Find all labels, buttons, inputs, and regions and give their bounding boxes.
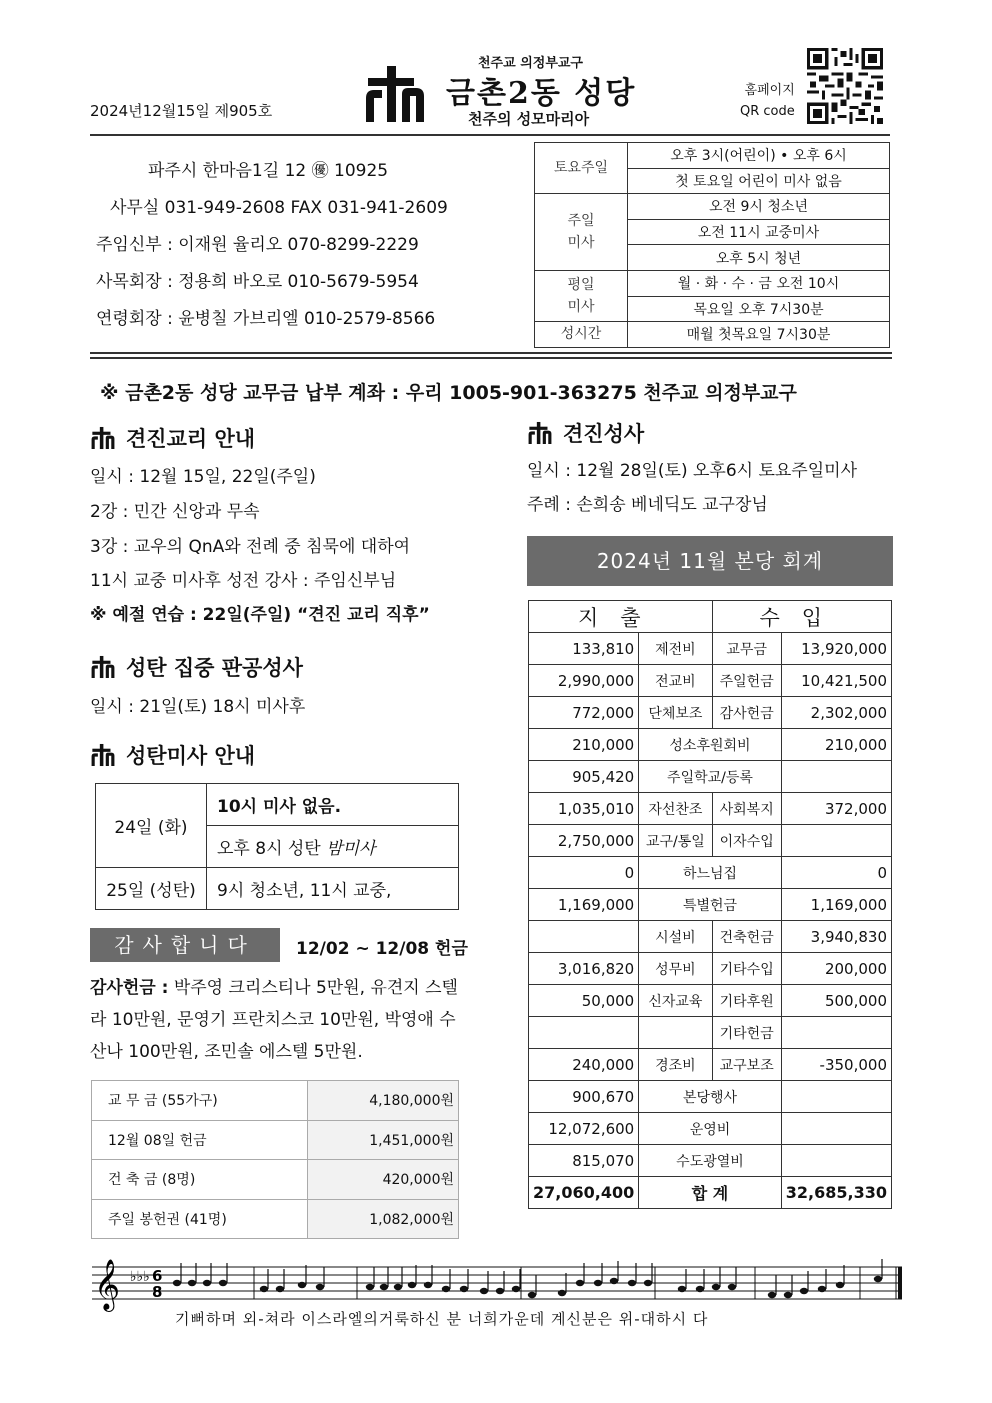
pastor-contact: 주임신부 : 이재원 율리오 070-8299-2229: [96, 235, 419, 255]
homepage-label: 홈페이지 QR code: [740, 83, 795, 119]
note-head: [219, 1280, 227, 1286]
total-row: 27,060,400 합 계 32,685,330: [529, 1177, 892, 1209]
note-head: [496, 1288, 504, 1294]
sun-mass-time: 오전 11시 교중미사: [628, 219, 890, 245]
table-row: 50,000 신자교육 기타후원 500,000: [529, 985, 892, 1017]
confirm-class-heading: [90, 423, 255, 453]
section-title: 성탄 집중 판공성사: [126, 656, 303, 680]
note-head: [644, 1280, 652, 1286]
confirmation-celebrant: 주례 : 손희송 베네딕도 교구장님: [527, 495, 768, 515]
weekday-mass-time: 월 · 화 · 수 · 금 오전 10시: [628, 270, 890, 296]
xmas-eve-date: 24일 (화): [96, 784, 207, 868]
note-head: [818, 1286, 826, 1292]
mass-schedule-table: [534, 142, 890, 348]
thanks-period: 12/02 ~ 12/08 헌금: [296, 939, 468, 959]
note-head: [424, 1282, 432, 1288]
confirm-class-place: 11시 교중 미사후 성전 강사 : 주임신부님: [90, 571, 397, 591]
office-phone: 사무실 031-949-2608 FAX 031-941-2609: [110, 198, 448, 218]
note-head: [784, 1292, 792, 1298]
council-president-contact: 사목회장 : 정용희 바오로 010-5679-5954: [96, 272, 419, 292]
table-row: 210,000 성소후원회비 210,000: [529, 729, 892, 761]
note-head: [394, 1284, 402, 1290]
diocese-name: 천주교 의정부교구: [478, 56, 583, 71]
confirmation-heading: [527, 418, 644, 448]
table-row: 시설비 건축헌금 3,940,830: [529, 921, 892, 953]
thanks-banner: 감사합니다: [90, 928, 280, 962]
church-logo-icon: [362, 64, 428, 124]
contact-info: [96, 158, 516, 343]
note-head: [203, 1280, 211, 1286]
note-head: [594, 1280, 602, 1286]
table-row: 240,000 경조비 교구보조 -350,000: [529, 1049, 892, 1081]
patron-saint: 천주의 성모마리아: [468, 110, 590, 128]
xmas-eve-mass: 오후 8시 성탄 밤미사: [207, 826, 459, 868]
section-title: 견진성사: [563, 422, 645, 446]
table-row: 133,810 제전비 교무금 13,920,000: [529, 633, 892, 665]
note-head: [408, 1282, 416, 1288]
confirm-class-date: 일시 : 12월 15일, 22일(주일): [90, 467, 316, 487]
note-head: [173, 1280, 181, 1286]
church-logo-icon: [90, 655, 116, 679]
note-head: [558, 1290, 566, 1296]
note-head: [800, 1288, 808, 1294]
confirm-class-lecture3: 3강 : 교우의 QnA와 전례 중 침묵에 대하여: [90, 537, 411, 557]
hymn-lyrics: 기뻐하며 외-쳐라 이스라엘의거룩하신 분 너희가운데 계신분은 위-대하시 다: [175, 1310, 709, 1328]
account-notice: ※ 금촌2동 성당 교무금 납부 계좌 : 우리 1005-901-363275 천주교 의정부교구: [100, 382, 797, 404]
table-row: 교 무 금 (55가구) 4,180,000원: [92, 1081, 459, 1121]
table-row: 기타헌금: [529, 1017, 892, 1049]
xmas-day-date: 25일 (성탄): [96, 868, 207, 910]
issue-date: 2024년12월15일 제905호: [90, 102, 273, 120]
weekday-mass-time: 목요일 오후 7시30분: [628, 296, 890, 322]
section-divider: [90, 352, 892, 359]
table-row: 815,070 수도광열비: [529, 1145, 892, 1177]
table-row: 900,670 본당행사: [529, 1081, 892, 1113]
note-head: [712, 1284, 720, 1290]
table-row: 2,990,000 전교비 주일헌금 10,421,500: [529, 665, 892, 697]
table-row: 12,072,600 운영비: [529, 1113, 892, 1145]
note-head: [678, 1286, 686, 1292]
xmas-day-mass: 9시 청소년, 11시 교중,: [207, 868, 459, 910]
sun-mass-label: 주일 미사: [535, 194, 628, 271]
penance-date: 일시 : 21일(토) 18시 미사후: [90, 697, 306, 717]
note-head: [480, 1288, 488, 1294]
church-logo-icon: [90, 426, 116, 450]
svg-text:6: 6: [152, 1267, 163, 1285]
table-row: 주일 봉헌권 (41명) 1,082,000원: [92, 1199, 459, 1239]
table-row: 905,420 주일학교/등록: [529, 761, 892, 793]
svg-text:𝄞: 𝄞: [94, 1259, 121, 1310]
note-head: [728, 1284, 736, 1290]
table-row: 0 하느님집 0: [529, 857, 892, 889]
note-head: [874, 1276, 882, 1282]
rehearsal-note: ※ 예절 연습 : 22일(주일) “견진 교리 직후”: [90, 605, 430, 625]
note-head: [316, 1284, 324, 1290]
qr-code-icon[interactable]: [806, 48, 884, 124]
sun-mass-time: 오전 9시 청소년: [628, 194, 890, 220]
note-head: [380, 1284, 388, 1290]
note-head: [188, 1280, 196, 1286]
expense-header: 지출: [529, 601, 713, 633]
header-divider: [90, 134, 890, 136]
table-row: 2,750,000 교구/통일 이자수입: [529, 825, 892, 857]
sun-mass-time: 오후 5시 청년: [628, 245, 890, 271]
svg-text:♭♭♭: ♭♭♭: [130, 1269, 150, 1285]
church-logo-icon: [90, 743, 116, 767]
holy-hour-time: 매월 첫목요일 7시30분: [628, 322, 890, 348]
note-head: [276, 1286, 284, 1292]
income-header: 수입: [712, 601, 891, 633]
note-head: [836, 1282, 844, 1288]
note-head: [512, 1286, 520, 1292]
thanks-donors: 감사헌금 : 박주영 크리스티나 5만원, 유견지 스텔라 10만원, 문영기 프란치스코 10만원, 박영애 수산나 100만원, 조민솔 에스텔 5만원.: [90, 978, 458, 1062]
table-row: 1,169,000 특별헌금 1,169,000: [529, 889, 892, 921]
section-title: 견진교리 안내: [126, 427, 256, 451]
funeral-society-contact: 연령회장 : 윤병칠 가브리엘 010-2579-8566: [96, 309, 436, 329]
xmas-mass-table: [95, 783, 459, 910]
weekday-mass-label: 평일 미사: [535, 270, 628, 321]
table-row: 12월 08일 헌금 1,451,000원: [92, 1120, 459, 1160]
confirmation-date: 일시 : 12월 28일(토) 오후6시 토요주일미사: [527, 461, 857, 481]
note-head: [628, 1280, 636, 1286]
table-row: 건 축 금 (8명) 420,000원: [92, 1160, 459, 1200]
xmas-eve-note: 10시 미사 없음.: [207, 784, 459, 826]
svg-text:8: 8: [152, 1283, 163, 1301]
church-name: 금촌2동 성당: [446, 76, 637, 111]
note-head: [366, 1284, 374, 1290]
address: 파주시 한마음1길 12 ㊝ 10925: [148, 161, 389, 181]
table-row: 3,016,820 성무비 기타수입 200,000: [529, 953, 892, 985]
note-head: [460, 1286, 468, 1292]
church-logo-icon: [527, 421, 553, 445]
note-head: [528, 1292, 536, 1298]
accounts-title: 2024년 11월 본당 회계: [527, 536, 893, 586]
table-row: 772,000 단체보조 감사헌금 2,302,000: [529, 697, 892, 729]
table-row: 1,035,010 자선찬조 사회복지 372,000: [529, 793, 892, 825]
note-head: [696, 1286, 704, 1292]
holy-hour-label: 성시간: [535, 322, 628, 348]
sat-mass-note: 첫 토요일 어린이 미사 없음: [628, 168, 890, 194]
confirm-class-lecture2: 2강 : 민간 신앙과 무속: [90, 502, 260, 522]
note-head: [768, 1292, 776, 1298]
hymn-score-icon: [92, 1255, 902, 1315]
sat-mass-label: 토요주일: [535, 143, 628, 194]
note-head: [298, 1282, 306, 1288]
note-head: [260, 1286, 268, 1292]
note-head: [576, 1280, 584, 1286]
section-title: 성탄미사 안내: [126, 744, 256, 768]
penance-heading: [90, 652, 303, 682]
sat-mass-time: 오후 3시(어린이) • 오후 6시: [628, 143, 890, 169]
note-head: [442, 1286, 450, 1292]
xmas-mass-heading: [90, 740, 255, 770]
accounts-table: [528, 600, 892, 1209]
offering-summary-table: [91, 1080, 459, 1239]
note-head: [610, 1278, 618, 1284]
